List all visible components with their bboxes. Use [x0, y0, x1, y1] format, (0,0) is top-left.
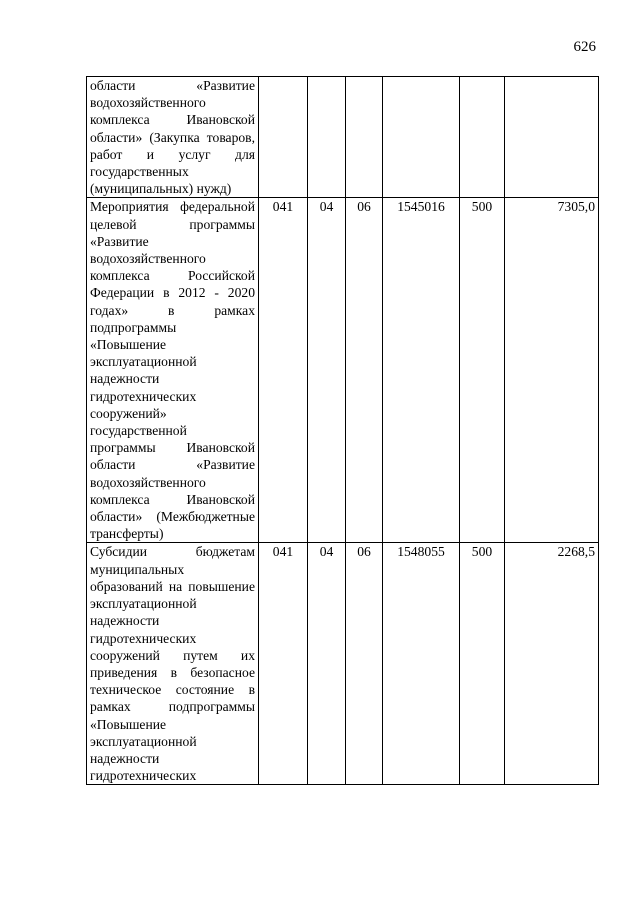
- target-article-code: 1545016: [383, 198, 460, 543]
- page-number: 626: [573, 39, 596, 55]
- row-description: области «Развитие водохозяйственного комплекса Ивановской области» (Закупка товаров, работ и услуг для государственных (муниципальных) нужд): [87, 77, 259, 198]
- section-code: 04: [308, 198, 346, 543]
- amount: 7305,0: [505, 198, 599, 543]
- row-description: Субсидии бюджетам муниципальных образований на повышение эксплуатационной надежности гидротехнических сооружений путем их приведения в безопасное техническое состояние в рамках подпрограммы «Повышение эксплуатационной надежности гидротехнических: [87, 543, 259, 785]
- table-row: [87, 543, 599, 785]
- table-row: [87, 77, 599, 198]
- admin-code: [259, 77, 308, 198]
- target-article-code: 1548055: [383, 543, 460, 785]
- budget-table: [86, 76, 599, 785]
- row-description: Мероприятия федеральной целевой программы «Развитие водохозяйственного комплекса Российской Федерации в 2012 - 2020 годах» в рамках подпрограммы «Повышение эксплуатационной надежности гидротехнических сооружений» государственной программы Ивановской области «Развитие водохозяйственного комплекса Ивановской области» (Межбюджетные трансферты): [87, 198, 259, 543]
- amount: [505, 77, 599, 198]
- target-article-code: [383, 77, 460, 198]
- section-code: [308, 77, 346, 198]
- subsection-code: 06: [346, 543, 383, 785]
- expense-type-code: 500: [460, 543, 505, 785]
- subsection-code: [346, 77, 383, 198]
- amount: 2268,5: [505, 543, 599, 785]
- expense-type-code: [460, 77, 505, 198]
- admin-code: 041: [259, 198, 308, 543]
- table-row: [87, 198, 599, 543]
- expense-type-code: 500: [460, 198, 505, 543]
- subsection-code: 06: [346, 198, 383, 543]
- section-code: 04: [308, 543, 346, 785]
- admin-code: 041: [259, 543, 308, 785]
